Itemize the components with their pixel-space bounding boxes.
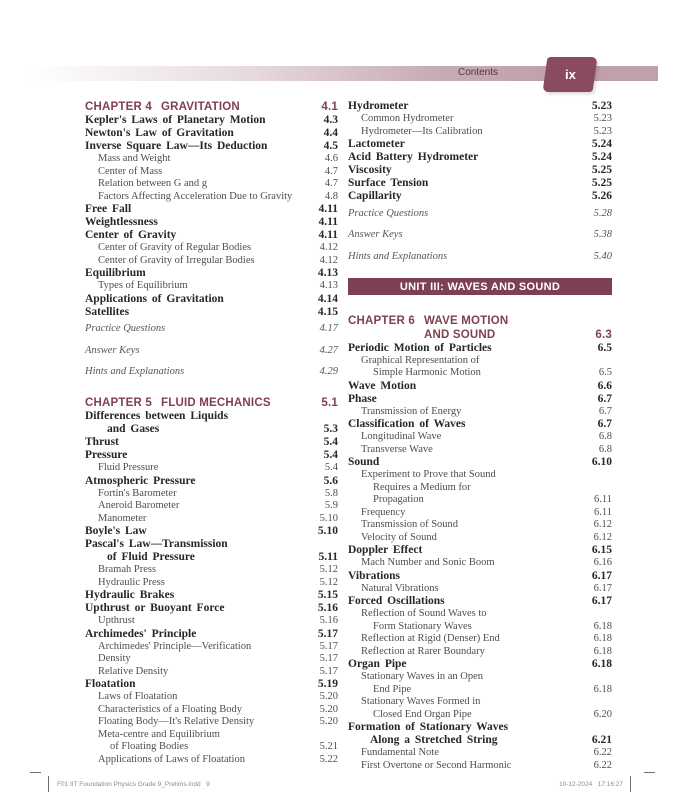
- entry-title: Upthrust: [98, 615, 135, 626]
- toc-entry: [348, 393, 612, 406]
- entry-title: Pressure: [85, 449, 128, 461]
- page-ref: 4.11: [318, 229, 338, 241]
- entry-title: Applications of Gravitation: [85, 292, 224, 305]
- entry-title: Reflection of Sound Waves to Form Stationary Waves: [361, 608, 487, 632]
- entry-title: Transmission of Energy: [361, 405, 462, 417]
- entry-title: Longitudinal Wave: [361, 431, 442, 442]
- page-ref: 4.11: [318, 216, 338, 228]
- page-ref: 5.25: [591, 177, 612, 189]
- page-ref: 4.5: [323, 140, 338, 152]
- toc-left-column: [85, 100, 338, 772]
- page-ref: 6.17: [591, 569, 612, 582]
- toc-entry: [85, 628, 338, 641]
- page-number: ix: [564, 67, 576, 82]
- toc-entry: [85, 293, 338, 306]
- toc-entry: [85, 323, 338, 336]
- page-ref: 5.20: [319, 691, 338, 702]
- page-ref: 6.17: [591, 595, 612, 607]
- entry-title: Stationary Waves Formed in Closed End Organ Pipe: [361, 696, 481, 720]
- page-ref: 5.15: [317, 589, 338, 601]
- entry-title: Practice Questions: [85, 323, 166, 334]
- toc-entry: [85, 475, 338, 488]
- toc-entry: [85, 716, 338, 729]
- page-ref: 4.14: [317, 292, 338, 305]
- toc-entry: [85, 267, 338, 280]
- page-ref: 6.5: [597, 341, 612, 354]
- entry-title: Hydrometer—Its Calibration: [361, 125, 483, 137]
- page-ref: 5.12: [319, 564, 338, 575]
- entry-title: Equilibrium: [85, 267, 146, 279]
- entry-title: Reflection at Rarer Boundary: [361, 645, 485, 657]
- toc-entry: [85, 754, 338, 767]
- entry-title: Surface Tension: [348, 177, 429, 189]
- toc-entry: [85, 410, 338, 436]
- chapter-label: CHAPTER 4: [85, 101, 152, 113]
- page-ref: 4.6: [324, 153, 338, 164]
- page-ref: 5.23: [593, 113, 612, 124]
- page-ref: 5.23: [593, 125, 612, 137]
- entry-title: Fortin's Barometer: [98, 487, 177, 499]
- page-ref: 6.22: [593, 759, 612, 771]
- entry-title: Vibrations: [348, 569, 400, 582]
- toc-entry: [348, 570, 612, 583]
- toc-entry: [85, 203, 338, 216]
- toc-entry: [85, 280, 338, 293]
- toc-entry: [348, 760, 612, 773]
- crop-rule-left: [48, 776, 49, 792]
- entry-title: Differences between Liquids and Gases: [85, 410, 229, 435]
- toc-entry: [85, 653, 338, 666]
- page-ref: 6.6: [597, 379, 612, 392]
- page-ref: 5.9: [324, 500, 338, 511]
- page-ref: 4.11: [318, 203, 338, 215]
- page-ref: 6.3: [595, 328, 612, 341]
- toc-entry: [85, 678, 338, 691]
- entry-title: Pascal's Law—Transmission of Fluid Pressure: [85, 538, 228, 563]
- entry-title: Hydrometer: [348, 100, 409, 112]
- page-ref: 6.7: [597, 392, 612, 405]
- page-ref: 4.17: [319, 323, 338, 334]
- toc-entry: [85, 242, 338, 255]
- entry-title: Relative Density: [98, 665, 169, 677]
- entry-title: Graphical Representation of Simple Harmonic Motion: [361, 354, 481, 378]
- page-ref: 5.11: [318, 551, 338, 563]
- toc-entry: [85, 488, 338, 501]
- page-ref: 5.19: [317, 678, 338, 690]
- page-ref: 5.25: [591, 164, 612, 176]
- toc-entry: [85, 538, 338, 564]
- page-ref: 6.7: [598, 405, 612, 417]
- toc-entry: [85, 589, 338, 602]
- page-ref: 6.21: [591, 734, 612, 746]
- toc-entry: [85, 255, 338, 268]
- toc-entry: [85, 564, 338, 577]
- entry-title: Archimedes' Principle: [85, 627, 197, 640]
- page-ref: 6.20: [593, 708, 612, 720]
- toc-entry: [85, 691, 338, 704]
- footer-filename: F01 IIT Foundation Physics Grade 9_Prelims.indd 9: [57, 781, 210, 788]
- entry-title: Mach Number and Sonic Boom: [361, 557, 495, 568]
- page-ref: 5.4: [323, 449, 338, 461]
- entry-title: Stationary Waves in an Open End Pipe: [361, 671, 484, 695]
- crop-rule-right: [630, 776, 631, 792]
- page-ref: 5.10: [317, 525, 338, 537]
- entry-title: Transmission of Sound: [361, 519, 459, 530]
- entry-title: Classification of Waves: [348, 418, 466, 430]
- page-ref: 5.17: [319, 665, 338, 677]
- toc-entry: [85, 729, 338, 754]
- entry-title: Relation between G and g: [98, 178, 208, 189]
- entry-title: Hints and Explanations: [85, 366, 185, 377]
- toc-entry: [348, 164, 612, 177]
- chapter-heading: [348, 314, 612, 342]
- page-ref: 6.18: [593, 645, 612, 657]
- toc-entry: [348, 355, 612, 380]
- entry-title: Answer Keys: [348, 229, 403, 240]
- toc-entry: [85, 615, 338, 628]
- toc-entry: [85, 178, 338, 191]
- chapter-label: CHAPTER 5: [85, 397, 152, 409]
- toc-entry: [348, 444, 612, 457]
- page-ref: 5.26: [591, 190, 612, 202]
- toc-entry: [348, 251, 612, 264]
- page-ref: 5.8: [324, 487, 338, 499]
- toc-entry: [348, 557, 612, 570]
- crop-mark-right: [644, 772, 655, 773]
- entry-title: Periodic Motion of Particles: [348, 341, 492, 354]
- page-ref: 6.11: [594, 506, 612, 518]
- entry-title: Weightlessness: [85, 216, 158, 228]
- page-ref: 4.12: [319, 242, 338, 253]
- page-ref: 6.18: [593, 683, 612, 695]
- entry-title: Center of Mass: [98, 165, 163, 177]
- entry-title: Applications of Laws of Floatation: [98, 753, 245, 765]
- toc-right-column: [348, 100, 612, 772]
- entry-title: Doppler Effect: [348, 544, 423, 556]
- toc-entry: [348, 380, 612, 393]
- page-ref: 4.27: [319, 344, 338, 356]
- page-number-tab: [543, 57, 598, 92]
- toc-entry: [85, 500, 338, 513]
- toc-entry: [85, 436, 338, 449]
- toc-entry: [85, 140, 338, 153]
- entry-title: Lactometer: [348, 138, 405, 150]
- toc-entry: [85, 449, 338, 462]
- page-ref: 4.3: [323, 114, 338, 126]
- entry-title: Factors Affecting Acceleration Due to Gravity: [98, 190, 293, 202]
- toc-entry: [85, 306, 338, 319]
- entry-title: Reflection at Rigid (Denser) End: [361, 633, 500, 644]
- page-ref: 6.18: [591, 658, 612, 670]
- entry-title: Atmospheric Pressure: [85, 474, 196, 487]
- chapter-heading: [85, 396, 338, 410]
- entry-title: Density: [98, 653, 131, 664]
- entry-title: Acid Battery Hydrometer: [348, 151, 479, 163]
- toc-entry: [348, 633, 612, 646]
- page-ref: 5.23: [591, 100, 612, 112]
- toc-entry: [348, 608, 612, 633]
- page-ref: 4.8: [324, 190, 338, 202]
- toc-entry: [348, 229, 612, 242]
- page-ref: 5.16: [317, 602, 338, 614]
- entry-title: Velocity of Sound: [361, 531, 437, 543]
- unit-banner: UNIT III: WAVES AND SOUND: [348, 278, 612, 295]
- page-ref: 5.4: [323, 436, 338, 448]
- toc-entry: [348, 418, 612, 431]
- page-ref: 5.22: [319, 753, 338, 765]
- page-ref: 6.22: [593, 747, 612, 758]
- entry-title: Manometer: [98, 512, 147, 524]
- entry-title: Aneroid Barometer: [98, 500, 180, 511]
- toc-entry: [348, 177, 612, 190]
- toc-entry: [85, 127, 338, 140]
- chapter-heading: [85, 100, 338, 114]
- page-ref: 6.5: [598, 367, 612, 378]
- entry-title: Fluid Pressure: [98, 462, 159, 473]
- chapter-title: GRAVITATION: [161, 101, 240, 113]
- entry-title: Bramah Press: [98, 564, 157, 575]
- toc-entry: [348, 151, 612, 164]
- toc-entry: [348, 747, 612, 760]
- entry-title: Practice Questions: [348, 207, 429, 219]
- toc-entry: [348, 658, 612, 671]
- page-ref: 5.20: [319, 703, 338, 715]
- entry-title: Archimedes' Principle—Verification: [98, 640, 252, 652]
- toc-entry: [85, 704, 338, 717]
- toc-entry: [85, 345, 338, 358]
- toc-entry: [348, 583, 612, 596]
- entry-title: Laws of Floatation: [98, 691, 178, 702]
- entry-title: Satellites: [85, 305, 130, 318]
- entry-title: Frequency: [361, 506, 406, 518]
- entry-title: Free Fall: [85, 203, 132, 215]
- toc-entry: [348, 519, 612, 532]
- entry-title: Phase: [348, 392, 377, 405]
- entry-title: Floating Body—It's Relative Density: [98, 716, 255, 727]
- toc-entry: [348, 138, 612, 151]
- toc-entry: [348, 431, 612, 444]
- entry-title: Organ Pipe: [348, 658, 407, 670]
- page-ref: 5.17: [317, 627, 338, 640]
- chapter-title: FLUID MECHANICS: [161, 397, 271, 409]
- page-ref: 6.12: [593, 531, 612, 543]
- page-ref: 4.7: [324, 178, 338, 189]
- entry-title: Common Hydrometer: [361, 113, 454, 124]
- entry-title: Center of Gravity of Irregular Bodies: [98, 254, 255, 266]
- page-ref: 6.8: [598, 443, 612, 455]
- page-ref: 5.6: [323, 474, 338, 487]
- toc-entry: [85, 216, 338, 229]
- page-ref: 5.40: [593, 250, 612, 262]
- entry-title: Formation of Stationary Waves Along a Stretched String: [348, 721, 509, 746]
- entry-title: Meta-centre and Equilibrium of Floating Bodies: [98, 728, 220, 752]
- page-ref: 5.28: [593, 207, 612, 219]
- toc-entry: [348, 671, 612, 696]
- toc-entry: [85, 513, 338, 526]
- footer-timestamp: 10-12-2024 17:16:27: [559, 781, 623, 788]
- toc-entry: [348, 469, 612, 507]
- toc-entry: [348, 646, 612, 659]
- toc-entry: [85, 525, 338, 538]
- page-ref: 6.8: [598, 431, 612, 442]
- toc-entry: [348, 342, 612, 355]
- entry-title: Floatation: [85, 678, 136, 690]
- page-ref: 5.17: [319, 640, 338, 652]
- entry-title: Hints and Explanations: [348, 250, 448, 262]
- toc-entry: [348, 126, 612, 139]
- entry-title: Upthrust or Buoyant Force: [85, 602, 225, 614]
- page-ref: 5.38: [593, 229, 612, 240]
- toc-entry: [85, 229, 338, 242]
- page-ref: 4.13: [317, 267, 338, 279]
- entry-title: CHAPTER 6 WAVE MOTION AND SOUND: [348, 314, 509, 341]
- toc-entry: [85, 666, 338, 679]
- entry-title: Mass and Weight: [98, 153, 171, 164]
- toc-columns: [85, 100, 612, 772]
- page-ref: 4.7: [324, 165, 338, 177]
- entry-title: Types of Equilibrium: [98, 280, 188, 291]
- toc-entry: [85, 191, 338, 204]
- toc-entry: [348, 208, 612, 221]
- entry-title: Forced Oscillations: [348, 595, 445, 607]
- page-ref: 5.4: [324, 462, 338, 473]
- entry-title: [85, 100, 317, 114]
- page-ref: 6.17: [593, 582, 612, 594]
- page-ref: 5.3: [323, 423, 338, 435]
- page-ref: 5.1: [321, 397, 338, 409]
- toc-entry: [348, 544, 612, 557]
- entry-title: Center of Gravity of Regular Bodies: [98, 242, 252, 253]
- page-ref: 5.12: [319, 576, 338, 588]
- toc-entry: [85, 602, 338, 615]
- page-ref: 6.18: [593, 633, 612, 644]
- page-ref: 5.10: [319, 512, 338, 524]
- page-ref: 6.11: [594, 494, 612, 505]
- entry-title: Thrust: [85, 436, 119, 448]
- toc-entry: [85, 166, 338, 179]
- page-ref: 4.1: [321, 101, 338, 113]
- crop-mark-left: [30, 772, 41, 773]
- toc-entry: [348, 721, 612, 747]
- toc-entry: [348, 507, 612, 520]
- toc-entry: [348, 456, 612, 469]
- entry-title: Kepler's Laws of Planetary Motion: [85, 114, 266, 126]
- toc-entry: [85, 577, 338, 590]
- toc-entry: [85, 114, 338, 127]
- page-ref: 6.15: [591, 544, 612, 556]
- entry-title: Fundamental Note: [361, 747, 439, 758]
- page-ref: 4.4: [323, 127, 338, 139]
- entry-title: First Overtone or Second Harmonic: [361, 759, 512, 771]
- entry-title: Characteristics of a Floating Body: [98, 703, 243, 715]
- entry-title: Natural Vibrations: [361, 582, 439, 594]
- entry-title: Newton's Law of Gravitation: [85, 127, 234, 139]
- chapter-label: CHAPTER 6: [348, 314, 415, 327]
- toc-entry: [85, 641, 338, 654]
- entry-title: Transverse Wave: [361, 443, 433, 455]
- page-ref: 5.16: [319, 615, 338, 626]
- entry-title: Sound: [348, 456, 380, 468]
- toc-entry: [348, 696, 612, 721]
- page-ref: 4.13: [319, 280, 338, 291]
- entry-title: Center of Gravity: [85, 229, 177, 241]
- toc-entry: [85, 153, 338, 166]
- entry-title: Hydraulic Brakes: [85, 589, 175, 601]
- page-ref: 6.12: [593, 519, 612, 530]
- page-ref: 6.18: [593, 620, 612, 632]
- page-ref: 6.16: [593, 557, 612, 568]
- toc-entry: [85, 366, 338, 379]
- page-ref: 4.29: [319, 366, 338, 377]
- page-ref: 4.15: [317, 305, 338, 318]
- entry-title: Wave Motion: [348, 379, 417, 392]
- page-ref: 6.7: [597, 418, 612, 430]
- toc-entry: [348, 100, 612, 113]
- toc-entry: [348, 406, 612, 419]
- entry-title: [85, 396, 317, 410]
- contents-label: Contents: [457, 67, 498, 78]
- page-ref: 6.10: [591, 456, 612, 468]
- toc-entry: [85, 462, 338, 475]
- entry-title: Hydraulic Press: [98, 576, 165, 588]
- page-ref: 5.24: [591, 138, 612, 150]
- entry-title: Experiment to Prove that Sound Requires a Medium for Propagation: [361, 469, 496, 505]
- entry-title: Capillarity: [348, 190, 402, 202]
- page-ref: 4.12: [319, 254, 338, 266]
- page-ref: 5.17: [319, 653, 338, 664]
- toc-entry: [348, 595, 612, 608]
- entry-title: Boyle's Law: [85, 525, 147, 537]
- page-ref: 5.24: [591, 151, 612, 163]
- toc-entry: [348, 113, 612, 126]
- entry-title: Viscosity: [348, 164, 392, 176]
- entry-title: Inverse Square Law—Its Deduction: [85, 140, 268, 152]
- toc-entry: [348, 190, 612, 203]
- page-ref: 5.20: [319, 716, 338, 727]
- toc-entry: [348, 532, 612, 545]
- page-ref: 5.21: [319, 741, 338, 752]
- chapter-title: WAVE MOTION: [424, 314, 509, 327]
- entry-title: Answer Keys: [85, 344, 140, 356]
